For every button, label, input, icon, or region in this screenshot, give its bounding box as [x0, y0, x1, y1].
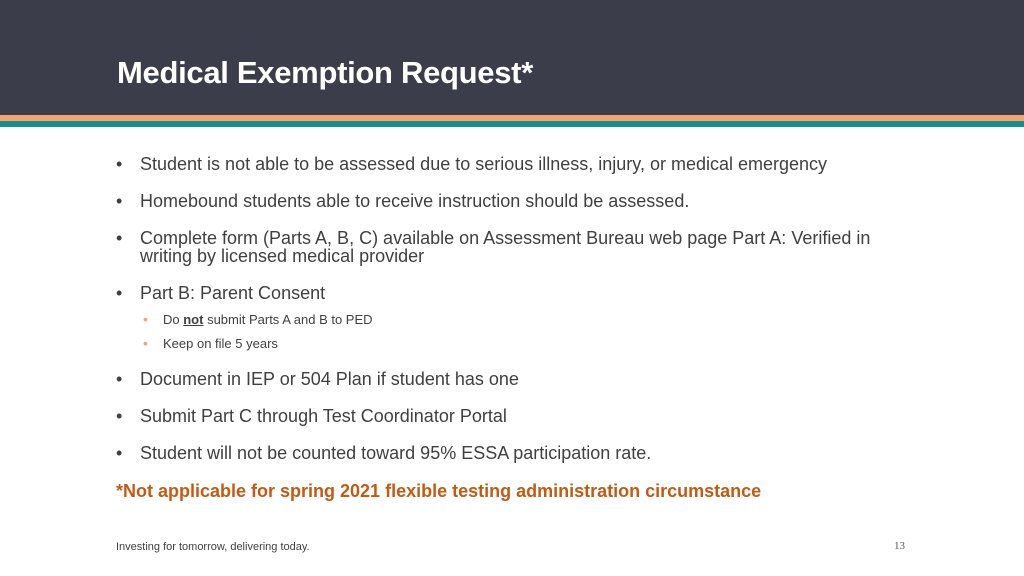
sub-bullet-dot: •: [143, 311, 148, 327]
bullet-item: [116, 284, 916, 302]
bullet-item: [116, 229, 916, 265]
footer-tagline: Investing for tomorrow, delivering today.: [116, 541, 310, 553]
bullet-dot: •: [116, 406, 123, 426]
sub-text-before: Do: [163, 312, 184, 327]
sub-text-after: submit Parts A and B to PED: [203, 312, 373, 327]
bullet-dot: •: [116, 369, 123, 389]
bullet-text: Student is not able to be assessed due to serious illness, injury, or medical emergency: [140, 154, 828, 174]
sub-bullet-item: [143, 337, 743, 351]
bullet-item: [116, 192, 916, 210]
sub-text-emphasis: not: [183, 312, 204, 327]
bullet-text: Part B: Parent Consent: [140, 283, 326, 303]
bullet-dot: •: [116, 154, 123, 174]
bullet-dot: •: [116, 228, 123, 248]
bullet-text: Complete form (Parts A, B, C) available on Assessment Bureau web page Part A: Verified in writing by licensed medical provider: [140, 228, 871, 266]
bullet-text: Document in IEP or 504 Plan if student has one: [140, 369, 519, 389]
sub-bullet-dot: •: [143, 335, 148, 351]
bullet-dot: •: [116, 283, 123, 303]
bullet-item: [116, 155, 916, 173]
sub-bullet-text: [163, 313, 743, 327]
bullet-text: Submit Part C through Test Coordinator Portal: [140, 406, 507, 426]
bullet-item: [116, 407, 916, 425]
slide-title: Medical Exemption Request*: [117, 55, 533, 90]
bullet-text: Student will not be counted toward 95% ESSA participation rate.: [140, 443, 652, 463]
bullet-dot: •: [116, 191, 123, 211]
applicability-note: *Not applicable for spring 2021 flexible testing administration circumstance: [116, 481, 762, 501]
bullet-item: [116, 444, 916, 462]
bullet-item: [116, 370, 916, 388]
sub-bullet-text: Keep on file 5 years: [163, 336, 278, 351]
page-number: 13: [894, 540, 905, 552]
bullet-text: Homebound students able to receive instruction should be assessed.: [140, 191, 690, 211]
sub-bullet-item: [143, 313, 743, 327]
bullet-dot: •: [116, 443, 123, 463]
